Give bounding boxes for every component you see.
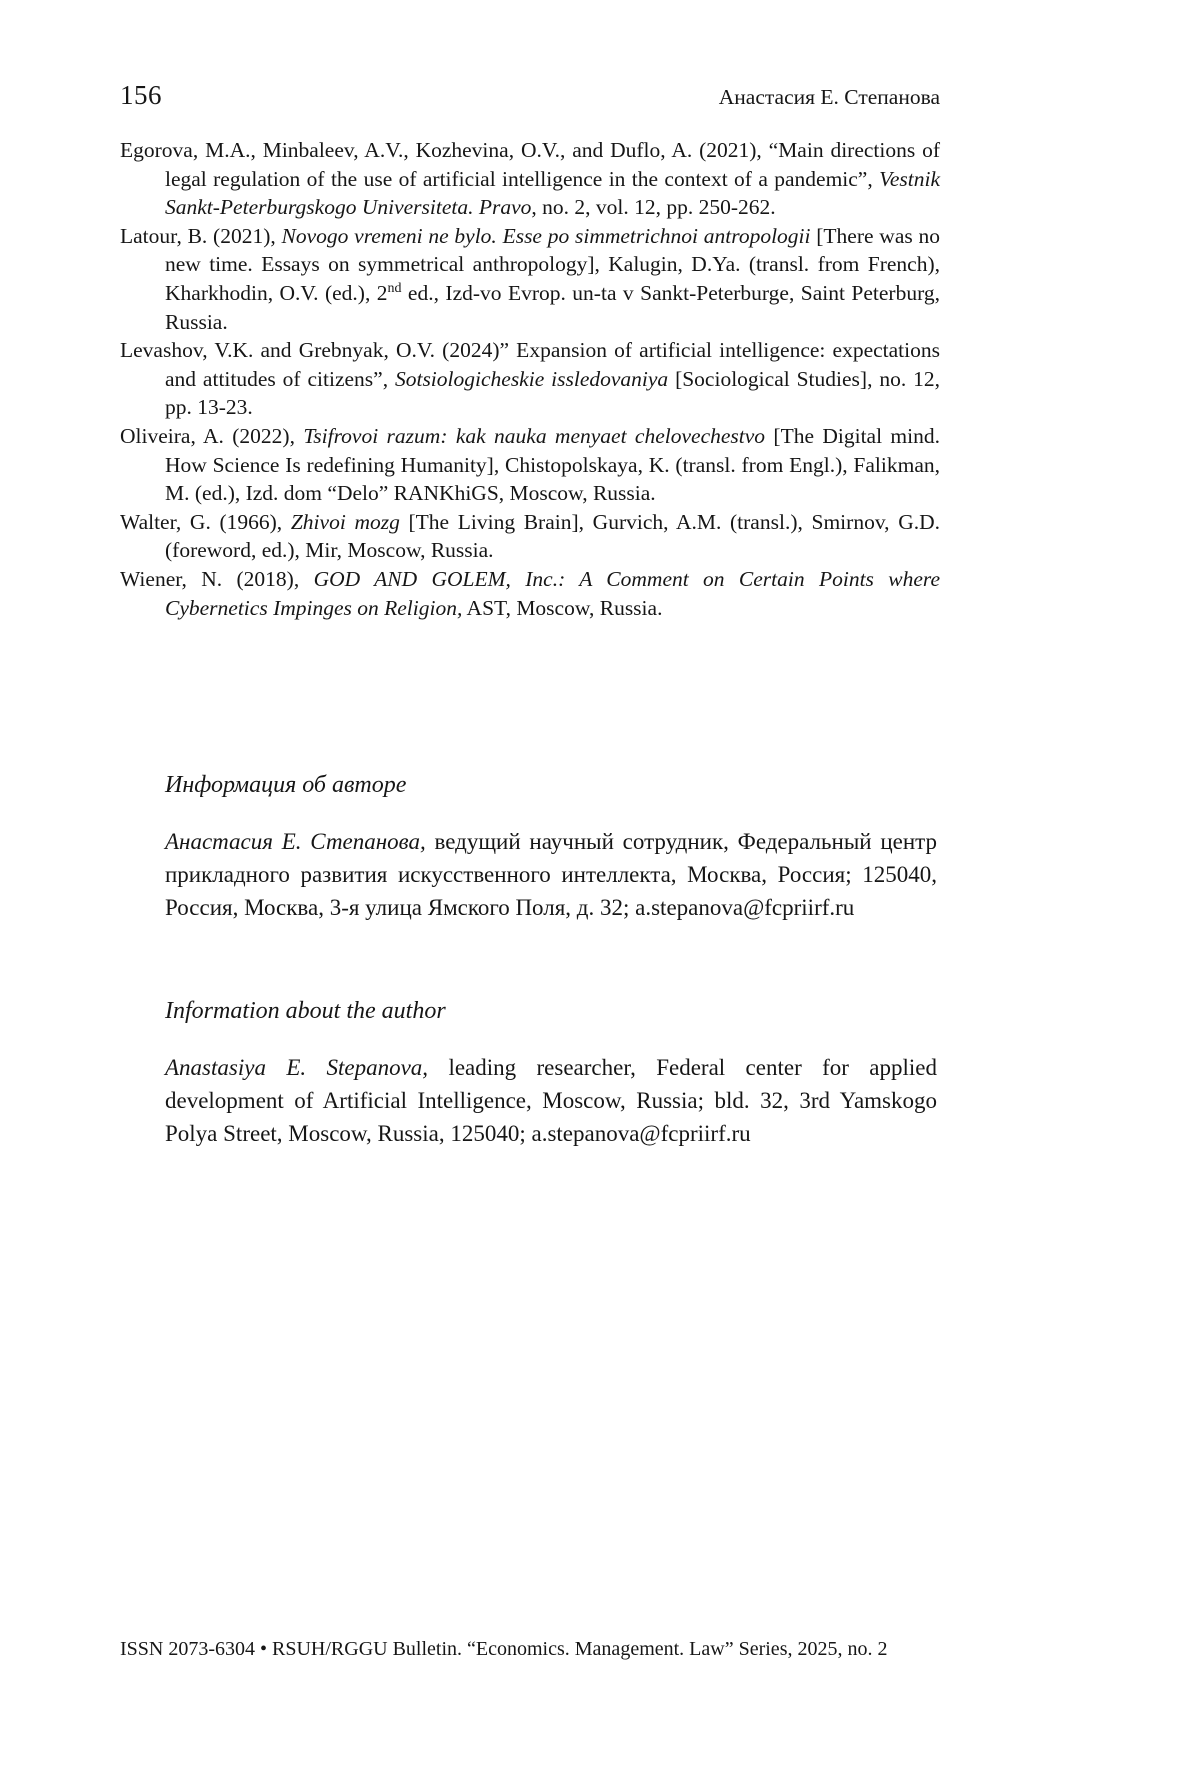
reference-entry-wiener: Wiener, N. (2018), GOD AND GOLEM, Inc.: A Comment on Certain Points where Cybernetics Impinges on Religion, AST, Moscow, Russia. [120,566,941,620]
footer-issn-line: ISSN 2073-6304 • RSUH/RGGU Bulletin. “Economics. Management. Law” Series, 2025, no. 2 [120,1638,888,1660]
author-bio-en: Anastasiya E. Stepanova, leading researcher, Federal center for applied development of Artificial Intelligence, Moscow, Russia; bld. 32, 3rd Yamskogo Polya Street, Moscow, Russia, 125040; a.stepanova@fcpriirf.ru [165,1055,938,1146]
reference-entry-oliveira: Oliveira, A. (2022), Tsifrovoi razum: kak nauka menyaet chelovechestvo [The Digital mind. How Science Is redefining Humanity], Chistopolskaya, K. (transl. from Engl.), Falikman, M. (ed.), Izd. dom “Delo” RANKhiGS, Moscow, Russia. [120,423,940,506]
author-bio-ru: Анастасия Е. Степанова, ведущий научный сотрудник, Федеральный центр прикладного развития искусственного интеллекта, Москва, Россия; 125040, Россия, Москва, 3-я улица Ямского Поля, д. 32; a.stepanova@fcpriirf.ru [165,829,938,920]
running-head-author: Анастасия Е. Степанова [718,85,940,109]
reference-entry-egorova: Egorova, M.A., Minbaleev, A.V., Kozhevina, O.V., and Duflo, A. (2021), “Main directions of legal regulation of the use of artificial intelligence in the context of a pandemic”, Vestnik Sankt-Peterburgskogo Universiteta. Pravo, no. 2, vol. 12, pp. 250-262. [120,138,940,220]
author-info-section-en [165,998,937,1150]
references-list [120,136,940,622]
author-info-section-ru [165,772,937,924]
reference-entry-latour: Latour, B. (2021), Novogo vremeni ne bylo. Esse po simmetrichnoi antropologii [There was no new time. Essays on symmetrical anthropology], Kalugin, D.Ya. (transl. from French), Kharkhodin, O.V. (ed.), 2nd ed., Izd-vo Evrop. un-ta v Sankt-Peterburge, Saint Peterburg, Russia. [120,223,941,334]
reference-entry-walter: Walter, G. (1966), Zhivoi mozg [The Living Brain], Gurvich, A.M. (transl.), Smirnov, G.D. (foreword, ed.), Mir, Moscow, Russia. [120,509,941,563]
page-number: 156 [120,80,162,110]
reference-entry-levashov: Levashov, V.K. and Grebnyak, O.V. (2024)” Expansion of artificial intelligence: expectations and attitudes of citizens”, Sotsiologicheskie issledovaniya [Sociological Studies], no. 12, pp. 13-23. [120,338,940,420]
page-footer [120,1638,940,1661]
section-heading-en: Information about the author [165,998,446,1024]
section-heading-ru: Информация об авторе [165,772,407,798]
page-header [120,80,940,111]
